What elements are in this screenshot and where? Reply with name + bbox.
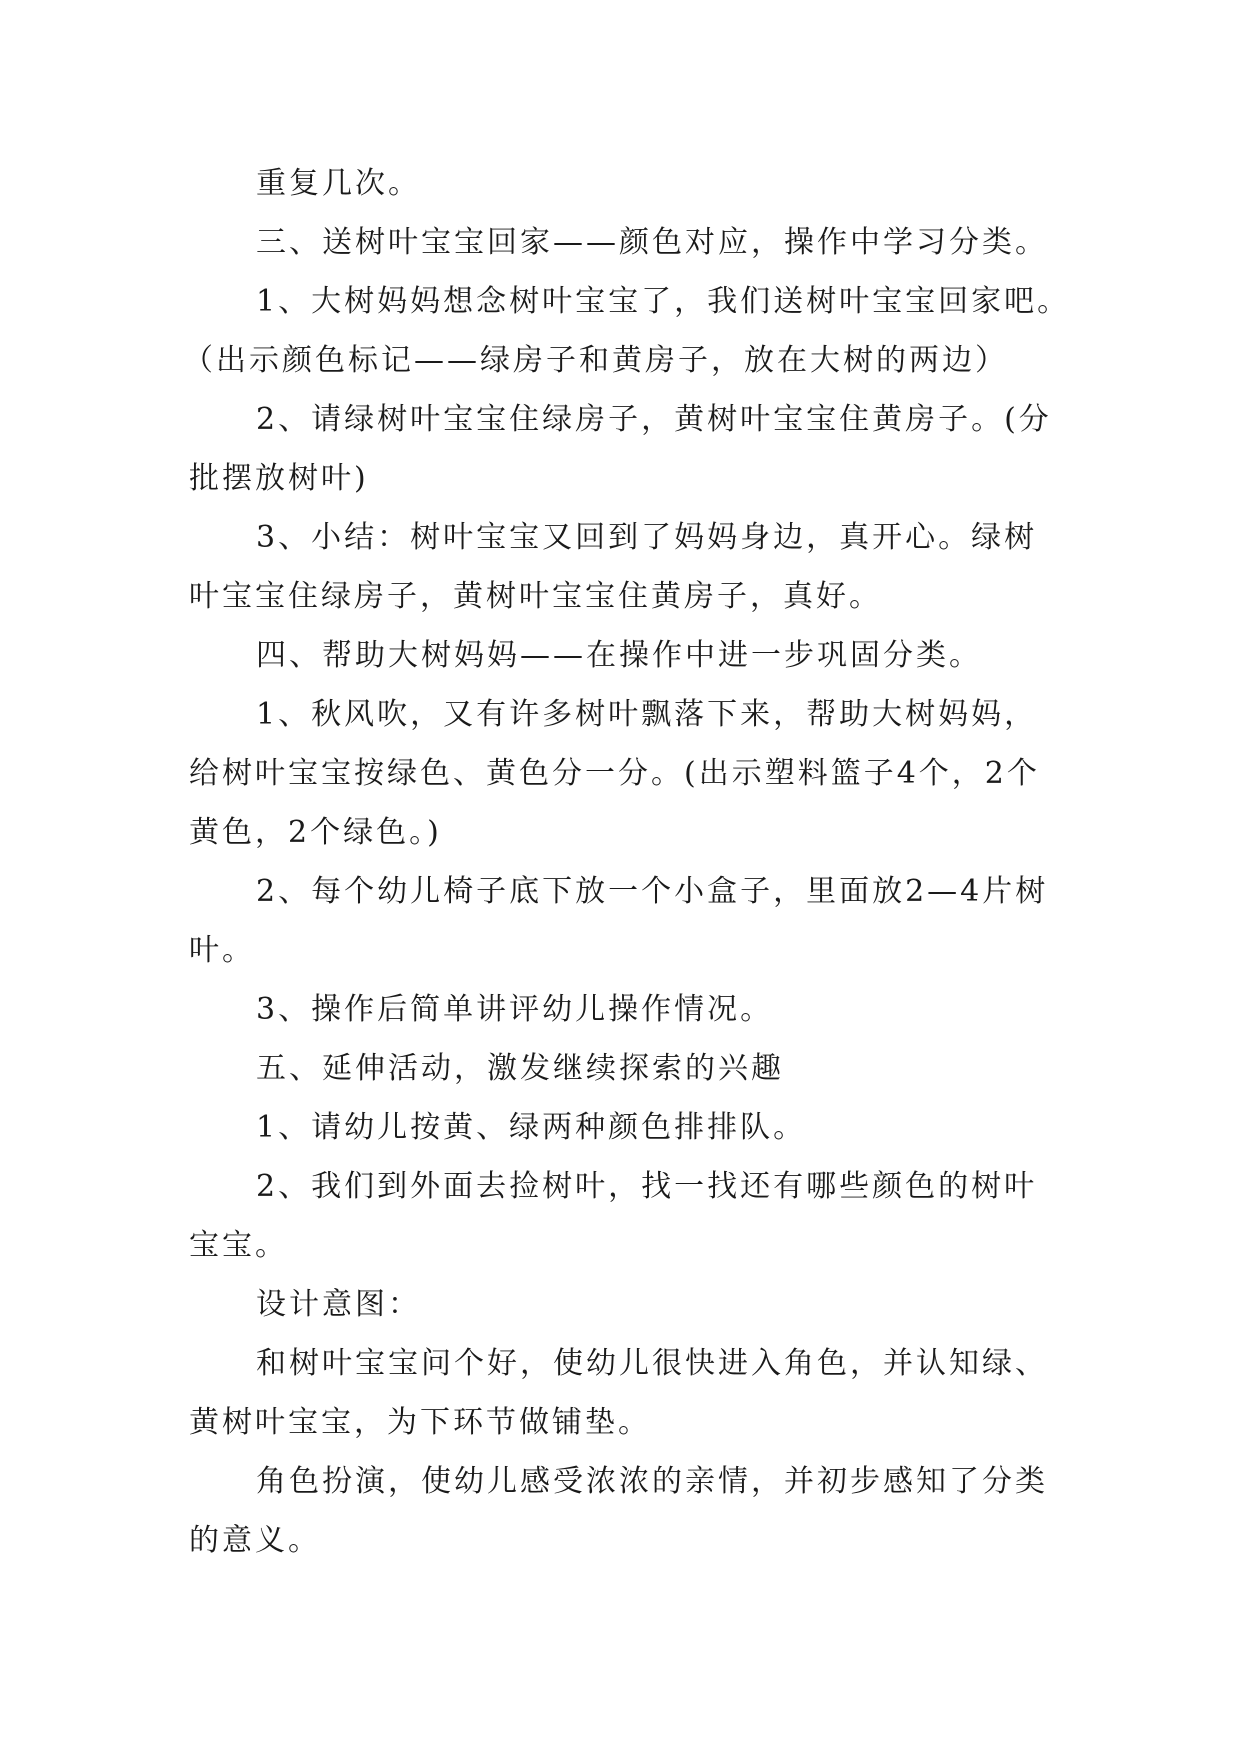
text-line: 2、请绿树叶宝宝住绿房子，黄树叶宝宝住黄房子。(分 <box>256 402 1052 437</box>
text-line: 重复几次。 <box>256 166 421 201</box>
section-heading: 设计意图： <box>256 1287 421 1322</box>
text-line: 角色扮演，使幼儿感受浓浓的亲情，并初步感知了分类 <box>256 1464 1048 1499</box>
text-line: 宝宝。 <box>189 1228 288 1263</box>
text-line: 批摆放树叶) <box>189 461 369 496</box>
text-line: 2、每个幼儿椅子底下放一个小盒子，里面放2—4片树 <box>256 874 1049 909</box>
text-line: 1、请幼儿按黄、绿两种颜色排排队。 <box>256 1110 807 1145</box>
section-heading: 三、送树叶宝宝回家——颜色对应，操作中学习分类。 <box>256 225 1048 260</box>
text-line: 3、操作后简单讲评幼儿操作情况。 <box>256 992 774 1027</box>
text-line: 3、小结：树叶宝宝又回到了妈妈身边，真开心。绿树 <box>256 520 1038 555</box>
text-line: 和树叶宝宝问个好，使幼儿很快进入角色，并认知绿、 <box>256 1346 1048 1381</box>
document-body <box>183 154 1071 1570</box>
text-line: 1、大树妈妈想念树叶宝宝了，我们送树叶宝宝回家吧。 <box>256 284 1071 319</box>
text-line: 1、秋风吹，又有许多树叶飘落下来，帮助大树妈妈， <box>256 697 1038 732</box>
text-line: 黄色，2个绿色。) <box>189 815 442 850</box>
text-line: 叶。 <box>189 933 255 968</box>
text-line: 的意义。 <box>189 1523 321 1558</box>
section-heading: 四、帮助大树妈妈——在操作中进一步巩固分类。 <box>256 638 982 673</box>
text-line: 2、我们到外面去捡树叶，找一找还有哪些颜色的树叶 <box>256 1169 1038 1204</box>
text-line: 给树叶宝宝按绿色、黄色分一分。(出示塑料篮子4个，2个 <box>189 756 1040 791</box>
text-line: 叶宝宝住绿房子，黄树叶宝宝住黄房子，真好。 <box>189 579 882 614</box>
text-line: 黄树叶宝宝，为下环节做铺垫。 <box>189 1405 651 1440</box>
text-line: （出示颜色标记——绿房子和黄房子，放在大树的两边） <box>183 343 1008 378</box>
section-heading: 五、延伸活动，激发继续探索的兴趣 <box>256 1051 784 1086</box>
